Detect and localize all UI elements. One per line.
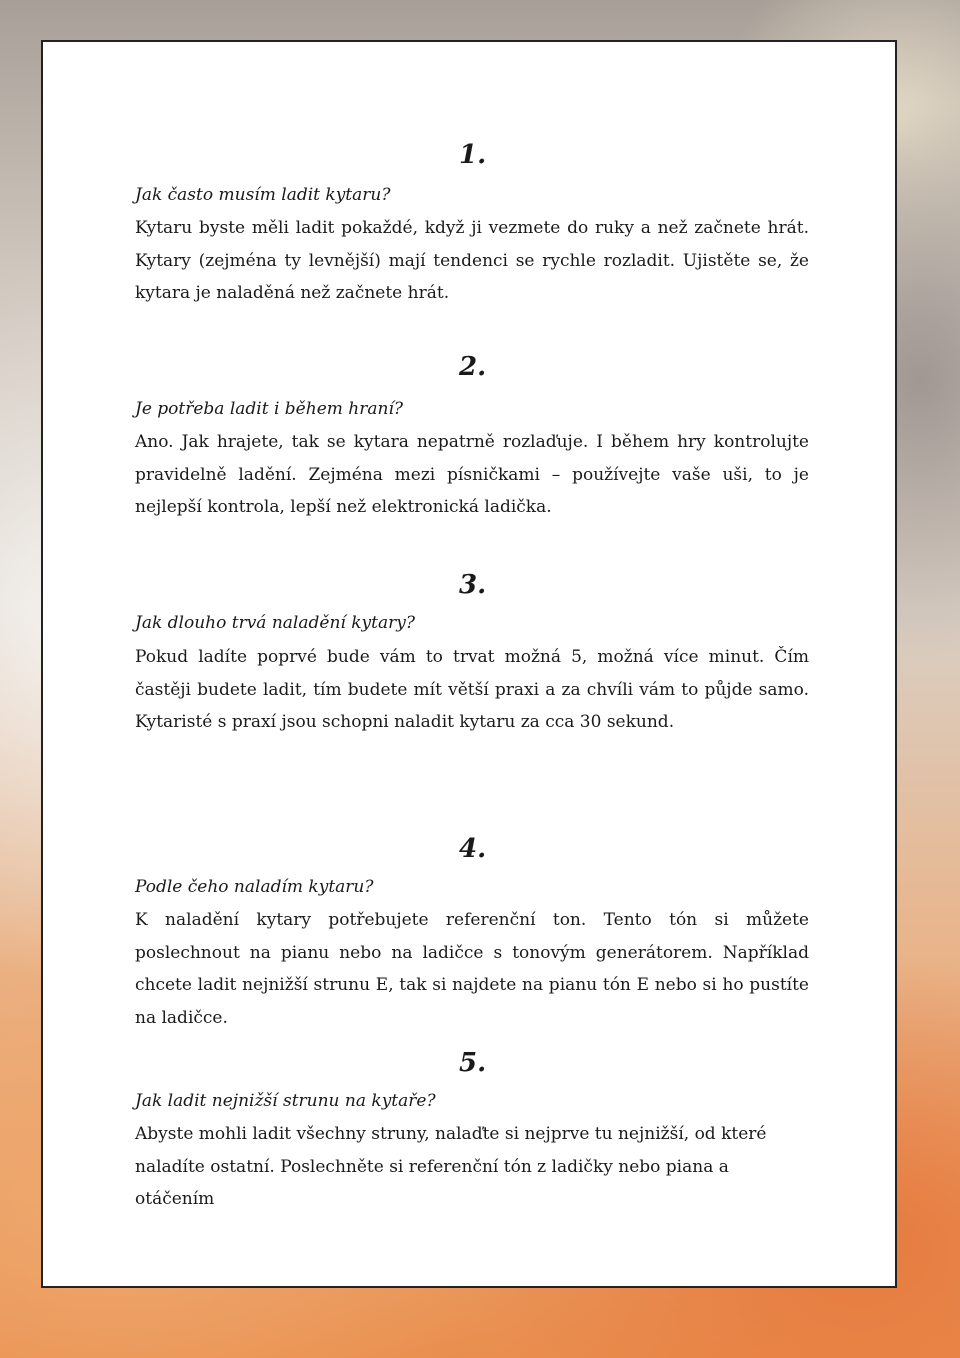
section-number: 2. — [459, 352, 487, 382]
faq-answer: K naladění kytary potřebujete referenční ton. Tento tón si můžete poslechnout na pianu nebo na ladičce s tonovým generátorem. Například chcete ladit nejnižší strunu E, tak si najdete na pianu tón E nebo si ho pustíte na ladičce. — [135, 910, 809, 1028]
faq-answer: Ano. Jak hrajete, tak se kytara nepatrně rozlaďuje. I během hry kontrolujte pravidelně ladění. Zejména mezi písničkami – používejte vaše uši, to je nejlepší kontrola, lepší než elektronická ladička. — [135, 432, 809, 517]
section-number: 1. — [459, 140, 487, 170]
section-number: 5. — [459, 1048, 487, 1078]
section-number: 3. — [459, 570, 487, 600]
faq-answer: Kytaru byste měli ladit pokaždé, když ji vezmete do ruky a než začnete hrát. Kytary (zejména ty levnější) mají tendenci se rychle rozladit. Ujistěte se, že kytara je naladěná než začnete hrát. — [135, 218, 809, 303]
faq-answer: Abyste mohli ladit všechny struny, nalaďte si nejprve tu nejnižší, od které naladíte ostatní. Poslechněte si referenční tón z ladičky nebo piana a otáčením — [135, 1124, 767, 1209]
section-number: 4. — [459, 834, 487, 864]
faq-answer: Pokud ladíte poprvé bude vám to trvat možná 5, možná více minut. Čím častěji budete ladit, tím budete mít větší praxi a za chvíli vám to půjde samo. Kytaristé s praxí jsou schopni naladit kytaru za cca 30 sekund. — [135, 647, 809, 732]
faq-question: Je potřeba ladit i během hraní? — [135, 399, 403, 419]
document-page — [41, 40, 897, 1288]
faq-question: Jak dlouho trvá naladění kytary? — [135, 613, 415, 633]
faq-question: Podle čeho naladím kytaru? — [135, 877, 374, 897]
faq-question: Jak často musím ladit kytaru? — [135, 185, 391, 205]
faq-question: Jak ladit nejnižší strunu na kytaře? — [135, 1091, 436, 1111]
